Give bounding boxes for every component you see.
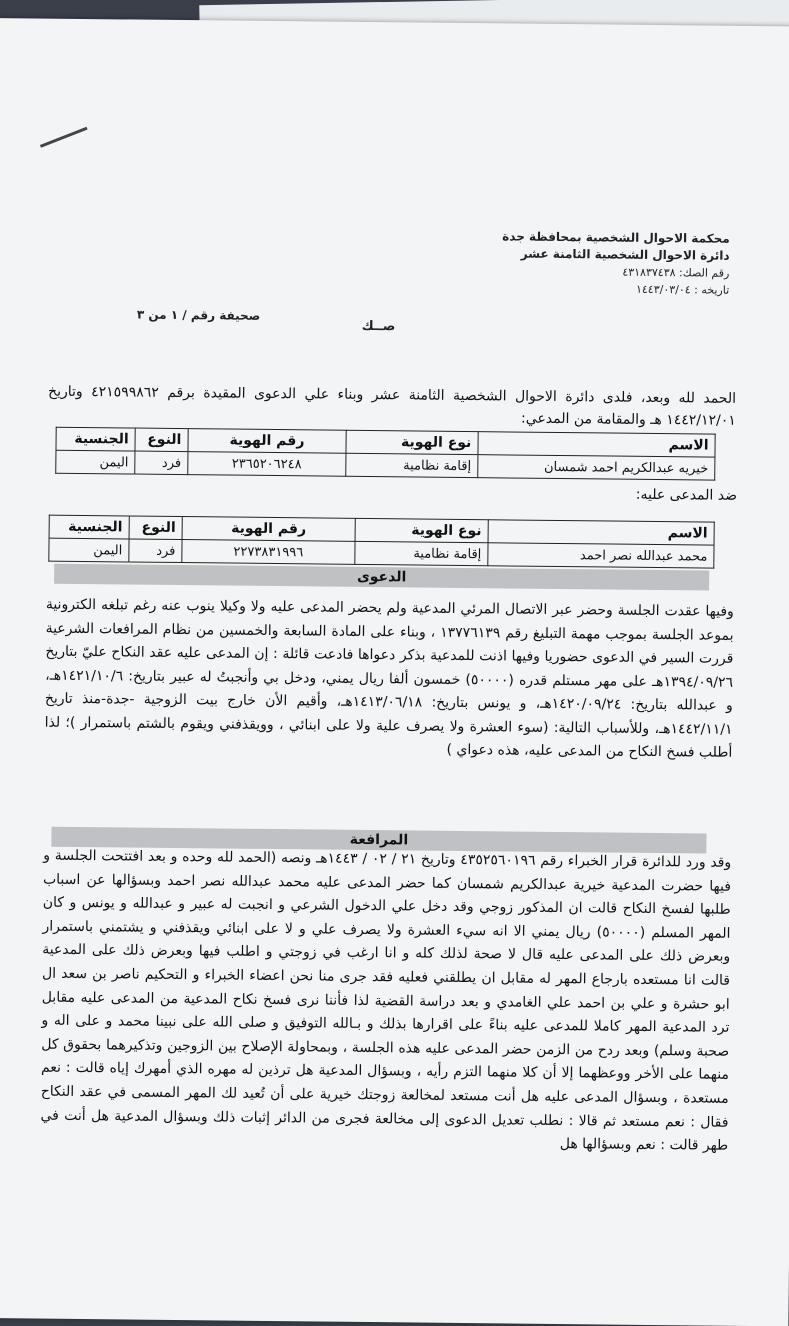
against-label: ضد المدعى عليه: (635, 486, 738, 504)
header-nationality: الجنسية (49, 515, 129, 539)
defendant-id-type: إقامة نظامية (355, 541, 488, 565)
defendant-name: محمد عبدالله نصر احمد (488, 543, 714, 568)
claim-paragraph: وفيها عقدت الجلسة وحضر عبر الاتصال المرئي المدعية ولم يحضر المدعى عليه ولا وكيلا ينوب عنه رغم تبلغه الكترونية بموعد الجلسة بموجب مهمة التبليغ رقم ١٣٧٧٦١٣٩ ، وبناء على المادة السابعة والخمسين من نظام المرافعات الشرعية قررت السير في الدعوى حضوريا وفيها اذنت للمدعية بذكر دعواها فادعت قائلة : إن المدعى عليه عقد النكاح عليّ بتاريخ ١٣٩٤/٠٩/٢٦هـ على مهر مستلم قدره (٥٠٠٠٠) خمسون ألفا ريال يمني، ودخل بي وأنجبتُ له عبير بتاريخ: ١٤٢١/١٠/٦هـ، و عبدالله بتاريخ: ١٤٢٠/٠٩/٢٤هـ، و يونس بتاريخ: ١٤١٣/٠٦/١٨هـ، وأقيم الأن خارج بيت الزوجية -جدة-منذ تاريخ ١٤٤٢/١١/١هـ، وللأسباب التالية: (سوء العشرة ولا يصرف علية ولا على ابنائي ، وويقذفني ويقوم بالشتم باستمرار )؛ لذا أطلب فسخ النكاح من المدعى عليه، هذه دعواي ) (44, 596, 734, 761)
plaintiff-id-number: ٢٣٦٥٢٠٦٢٤٨ (188, 452, 346, 477)
circuit-name: دائرة الاحوال الشخصية الثامنة عشر (520, 246, 730, 263)
header-id-type: نوع الهوية (346, 430, 478, 454)
header-name: الاسم (488, 520, 714, 545)
defendant-nationality: اليمن (49, 538, 129, 562)
header-type: النوع (129, 516, 182, 540)
page-number: صحيفة رقم / ١ من ٣ (136, 307, 261, 323)
plaintiff-table (55, 427, 715, 481)
intro-paragraph: الحمد لله وبعد، فلدى دائرة الاحوال الشخصية الثامنة عشر وبناء علي الدعوى المقيدة برقم ٤٢١٥٩٩٨٦٢ وتاريخ ١٤٤٢/١٢/٠١ هـ والمقامة من المدعي: (48, 383, 737, 429)
defendant-id-number: ٢٢٧٣٨٣١٩٩٦ (182, 540, 355, 565)
defendant-table (48, 515, 714, 569)
plaintiff-type: فرد (135, 451, 188, 475)
plaintiff-nationality: اليمن (56, 450, 135, 474)
header-id-number: رقم الهوية (188, 429, 346, 454)
deed-title: صــك (361, 318, 396, 335)
pen-mark (40, 127, 88, 148)
header-name: الاسم (478, 432, 715, 457)
plaintiff-id-type: إقامة نظامية (346, 453, 478, 477)
court-name: محكمة الاحوال الشخصية بمحافظة جدة (502, 229, 730, 246)
section-pleading-title: المرافعة (51, 827, 706, 854)
defendant-type: فرد (129, 539, 182, 563)
header-id-number: رقم الهوية (182, 517, 355, 542)
header-nationality: الجنسية (56, 427, 135, 451)
plaintiff-name: خيريه عبدالكريم احمد شمسان (477, 455, 714, 480)
deed-number: رقم الصك: ٤٣١٨٣٧٤٣٨ (622, 265, 730, 280)
header-type: النوع (135, 428, 188, 452)
deed-date: تاريخه : ١٤٤٣/٠٣/٠٤ (635, 282, 730, 297)
section-claim-title: الدعوى (54, 564, 709, 591)
court-header (502, 228, 730, 298)
document-sheet (0, 18, 789, 1326)
header-id-type: نوع الهوية (355, 518, 488, 542)
pleading-paragraph: وقد ورد للدائرة قرار الخبراء رقم ٤٣٥٢٥٦٠١٩٦ وتاريخ ٢١ / ٠٢ / ١٤٤٣هـ ونصه (الحمد لله وحده و بعد افتتحت الجلسة و فيها حضرت المدعية خيرية عبدالكريم شمسان كما حضر المدعى عليه محمد عبدالله نصر احمد وبسؤالها عن اسباب طلبها لفسخ النكاح قالت ان المذكور زوجي وقد دخل علي الدخول الشرعي و انجبت له عبير و عبدالله و يونس و كان المهر المسلم (٥٠٠٠٠) ريال يمني الا انه سيء العشرة ولا يصرف علي و لا على ابنائي ويقذفني و يشتمني باستمرار وبعرض ذلك على المدعى عليه قال لا صحة لذلك كله و انا ارغب في زوجتي و اطلب فيها وبعرض ذلك على المدعية قالت انا مستعده بارجاع المهر له مقابل ان يطلقني فعليه فقد جرى منا نحن اعضاء الخبراء و التحكيم ناصر بن سعد ال ابو حشرة و علي بن احمد علي الغامدي و بعد دراسة القضية لذا فأننا نرى فسخ نكاح المدعية من المدعى عليه مقابل ترد المدعية المهر كاملا للمدعى عليه بناءً على اقرارها بذلك و بـالله التوفيق و صلى الله على نبينا محمد و على اله و صحبة وسلم) وبعد ردح من الزمن حضر المدعى عليه هذه الجلسة ، وبمحاولة الإصلاح بين الزوجين وتذكيرهما بحقوق كل منهما على الأخر ووعظهما إلا أن كلا منهما التزم رأيه ، وبسؤال المدعية هل ترذين له مهره الذي أمهرك إياه قالت : نعم مستعدة ، وبسؤال المدعى عليه هل أنت مستعد لمخالعة زوجتك خيرية على أن تُعيد لك المهر المسمى في عقد النكاح فقال : نعم مستعد ثم قالا : نطلب تعديل الدعوى إلى مخالعة فجرى من الدائر إثبات ذلك وبسؤال المدعية هل أنت في طهر قالت : نعم وبسؤالها هل (40, 847, 732, 1154)
